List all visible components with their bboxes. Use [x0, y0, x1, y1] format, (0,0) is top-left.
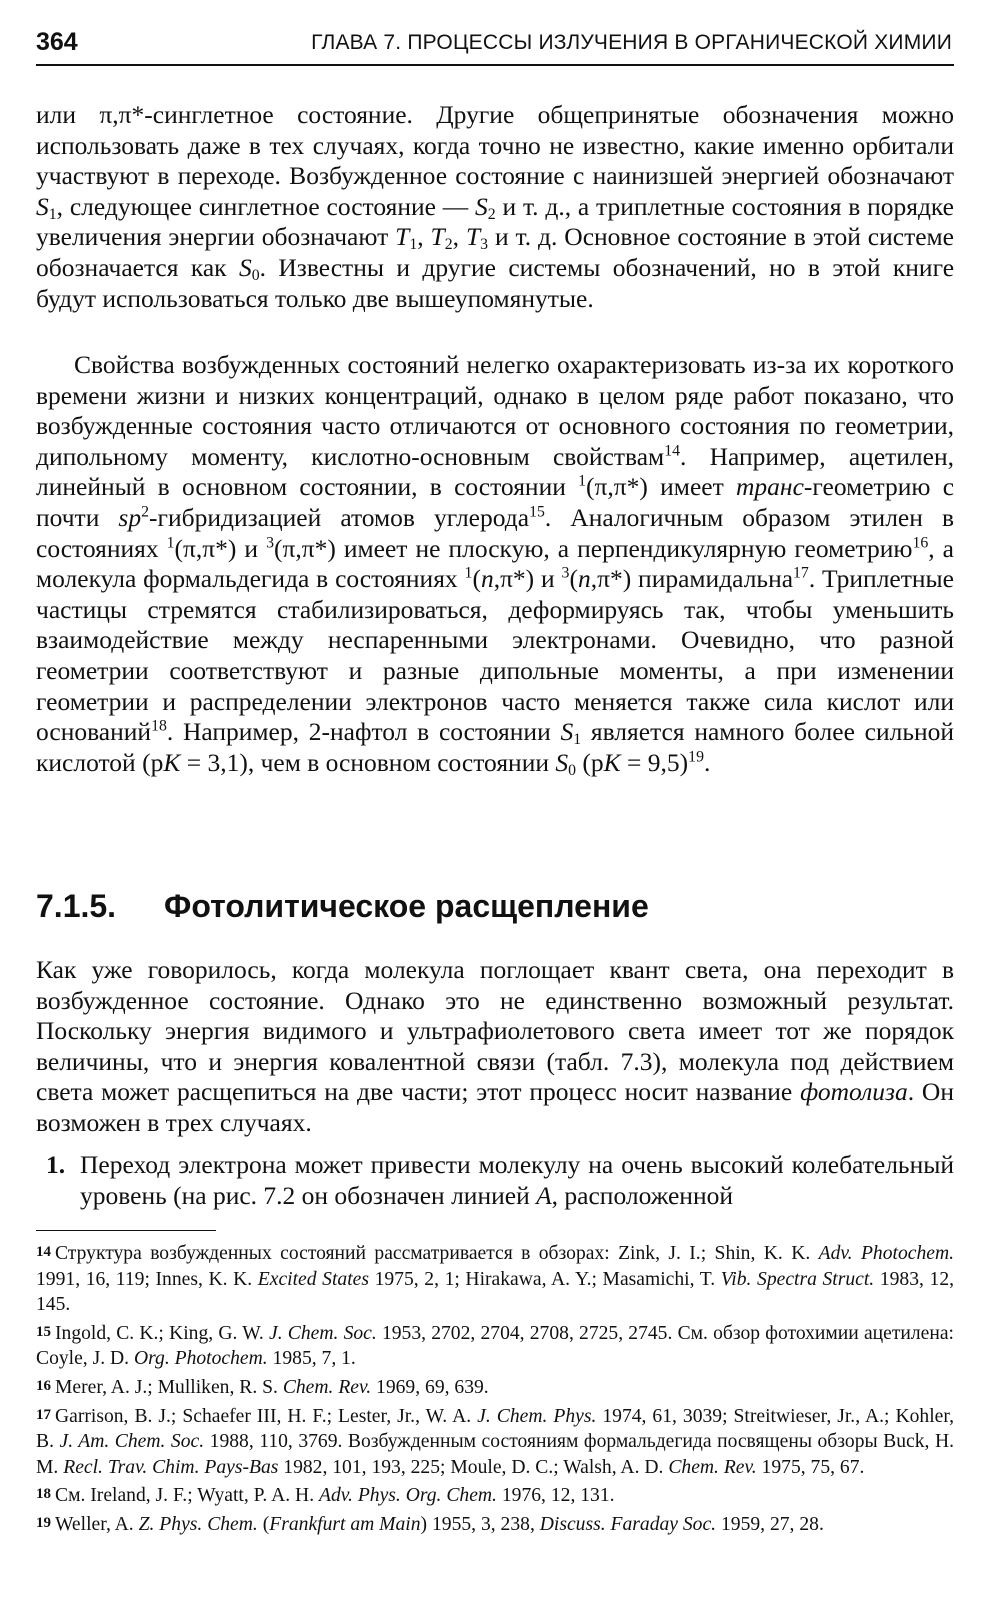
multiplicity-sup: 1 — [166, 534, 175, 552]
italic-term: n — [577, 564, 591, 594]
journal-title: Adv. Photochem. — [818, 1243, 954, 1264]
symbol-s: S — [475, 191, 488, 221]
text-run: ( — [472, 564, 481, 594]
superscript: 2 — [141, 503, 150, 521]
footnote-ref[interactable]: 14 — [664, 442, 680, 460]
text-run: . — [703, 747, 711, 777]
footnote-mark: 17 — [36, 1406, 51, 1423]
page-number: 364 — [36, 28, 78, 56]
text-run: 1969, 69, 639. — [371, 1376, 489, 1398]
text-run: Структура возбужденных состояний рассматривается в обзорах: Zink, J. I.; Shin, K. K. — [55, 1243, 819, 1264]
list-marker: 1. — [46, 1150, 66, 1179]
footnotes — [36, 1240, 954, 1540]
footnote-ref[interactable]: 19 — [688, 748, 704, 766]
journal-title: Adv. Phys. Org. Chem. — [319, 1485, 497, 1507]
section-heading — [36, 888, 649, 925]
symbol-t: T — [395, 222, 410, 252]
journal-title: Recl. Trav. Chim. Pays-Bas — [63, 1456, 279, 1478]
text-run: 1975, 75, 67. — [756, 1456, 865, 1478]
footnote-mark: 14 — [36, 1244, 51, 1260]
italic-term: транс — [736, 472, 804, 502]
text-run: 1974, 61, 3039; Streitwieser, Jr., A.; Kohler, B. — [36, 1405, 955, 1453]
text-run: и т. д., а триплетные состояния в порядке увеличения энергии обозначают — [36, 191, 954, 252]
text-run: ,π*) пирамидальна — [590, 564, 794, 594]
section-number: 7.1.5. — [36, 888, 117, 924]
text-run: . Он возможен в трех случаях. — [36, 1077, 954, 1137]
text-run: Merer, A. J.; Mulliken, R. S. — [55, 1376, 283, 1398]
text-run: . Например, ацетилен, линейный в основном состоянии, в состоянии — [36, 441, 954, 502]
text-run: 1988, 110, 3769. Возбужденным состояниям формальдегида посвящены обзоры Buck, H. M. — [36, 1431, 955, 1478]
text-run: -геометрию с почти — [36, 472, 955, 532]
text-run: 1991, 16, 119; Innes, K. K. — [36, 1268, 258, 1290]
text-run: , расположенной — [551, 1180, 733, 1210]
text-run: Ingold, C. K.; King, G. W. — [55, 1322, 269, 1344]
text-run: ,π*) и — [493, 564, 562, 594]
text-run: является намного более сильной кислотой (p — [36, 717, 955, 777]
text-run: , а молекула формальдегида в состояниях — [36, 533, 954, 594]
footnote-18 — [36, 1482, 954, 1509]
footnote-ref[interactable]: 15 — [529, 503, 545, 521]
symbol-s: S — [560, 717, 574, 747]
symbol-s: S — [555, 747, 569, 777]
footnote-divider — [36, 1230, 216, 1231]
page-header — [36, 26, 954, 66]
footnote-mark: 16 — [36, 1377, 51, 1394]
text-run: . Аналогичным образом этилен в состояниях — [36, 502, 954, 563]
subscript: 1 — [573, 731, 582, 749]
journal-title: Discuss. Faraday Soc. — [539, 1513, 717, 1535]
journal-title: Excited States — [257, 1268, 369, 1290]
paragraph-photolysis — [36, 955, 954, 1139]
subscript: 0 — [568, 761, 577, 779]
symbol-t: T — [430, 222, 445, 252]
footnote-ref[interactable]: 18 — [151, 717, 167, 735]
section-title: Фотолитическое расщепление — [164, 888, 649, 924]
italic-term: фотолиза — [800, 1077, 908, 1107]
text-run: 1953, 2702, 2704, 2708, 2725, 2745. См. обзор фотохимии ацетилена: Coyle, J. D. — [36, 1322, 954, 1370]
multiplicity-sup: 3 — [561, 564, 570, 582]
symbol-k: K — [163, 747, 181, 777]
text-run: . Известны и другие системы обозначений, но в этой книге будут использоваться только две вышеупомянутые. — [36, 252, 955, 313]
journal-title: J. Am. Chem. Soc. — [59, 1431, 205, 1453]
text-run: 1983, 12, 145. — [36, 1268, 955, 1316]
text-run: и т. д. Основное состояние в этой системе обозначается как — [36, 222, 954, 282]
journal-title: Z. Phys. Chem. — [138, 1513, 258, 1535]
text-run: = 3,1), чем в основном состоянии — [180, 747, 556, 777]
text-run: Garrison, B. J.; Schaefer III, H. F.; Lester, Jr., W. A. — [55, 1405, 478, 1427]
multiplicity-sup: 1 — [578, 472, 587, 490]
journal-title: Frankfurt am Main — [269, 1513, 421, 1535]
text-run: . Например, 2-нафтол в состоянии — [166, 717, 561, 747]
subscript: 0 — [251, 266, 260, 284]
italic-term: n — [480, 564, 494, 594]
multiplicity-sup: 3 — [266, 534, 274, 552]
footnote-ref[interactable]: 17 — [793, 564, 809, 582]
text-run: , — [417, 222, 431, 252]
text-run: 1985, 7, 1. — [267, 1348, 356, 1370]
list-item-text — [80, 1150, 954, 1211]
symbol-s: S — [36, 191, 49, 221]
journal-title: Org. Photochem. — [133, 1348, 268, 1370]
running-head: ГЛАВА 7. ПРОЦЕССЫ ИЗЛУЧЕНИЯ В ОРГАНИЧЕСКОЙ ХИМИИ — [311, 31, 952, 54]
footnote-14 — [36, 1240, 954, 1318]
text-run: Свойства возбужденных состояний нелегко охарактеризовать из-за их короткого времени жизни и низких концентраций, однако в целом ряде работ показано, что возбужденные состояния часто отличаются от основного состояния по геометрии, дипольному моменту, кислотно-основным свойствам — [36, 350, 954, 471]
text-run: ( — [257, 1513, 270, 1535]
subscript: 2 — [487, 205, 496, 223]
text-run: 1976, 12, 131. — [496, 1485, 615, 1507]
text-run: 1975, 2, 1; Hirakawa, A. Y.; Masamichi, T. — [368, 1268, 721, 1290]
multiplicity-sup: 1 — [464, 564, 473, 582]
subscript: 3 — [480, 236, 489, 254]
footnote-19 — [36, 1511, 954, 1538]
subscript: 2 — [444, 236, 453, 254]
text-run: (π,π*) имеет — [586, 472, 736, 502]
symbol-k: K — [603, 747, 621, 777]
text-run: См. Ireland, J. F.; Wyatt, P. A. H. — [55, 1485, 320, 1507]
text-run: . Триплетные частицы стремятся стабилизироваться, деформируясь так, чтобы уменьшить взаимодействие между неспаренными электронами. Очевидно, что разной геометрии соответствуют и разные дипольные моменты, а при изменении геометрии и распределении электронов часто меняется также сила кислот или оснований — [36, 564, 954, 747]
journal-title: J. Chem. Phys. — [477, 1405, 597, 1427]
text-run: 1959, 27, 28. — [716, 1513, 824, 1535]
footnote-mark: 18 — [36, 1486, 51, 1503]
journal-title: J. Chem. Soc. — [269, 1322, 377, 1344]
italic-term: sp — [118, 502, 142, 532]
symbol-t: T — [465, 222, 481, 252]
text-run: Weller, A. — [55, 1513, 139, 1535]
journal-title: Chem. Rev. — [668, 1456, 757, 1478]
text-run: ( — [569, 564, 578, 594]
text-run: Переход электрона может привести молекулу на очень высокий колебательный уровень (на рис. 7.2 он обозначен линией — [80, 1150, 954, 1210]
text-run: или π,π*-синглетное состояние. Другие общепринятые обозначения можно использовать даже в тех случаях, когда точно не известно, какие именно орбитали участвуют в переходе. Возбужденное состояние с наинизшей энергией обозначают — [36, 100, 954, 191]
footnote-17 — [36, 1403, 954, 1481]
text-run: (π,π*) имеет не плоскую, а перпендикулярную геометрию — [274, 533, 913, 563]
list-item — [36, 1150, 954, 1211]
text-run: Как уже говорилось, когда молекула поглощает квант света, она переходит в возбужденное состояние. Однако это не единственно возможный результат. Поскольку энергия видимого и ультрафиолетового света имеет тот же порядок величины, что и энергия ковалентной связи (табл. 7.3), молекула под действием света может расщепиться на две части; этот процесс носит название — [36, 955, 954, 1107]
text-run: (π,π*) и — [174, 533, 267, 563]
footnote-ref[interactable]: 16 — [912, 534, 929, 552]
footnote-16 — [36, 1374, 954, 1401]
journal-title: Vib. Spectra Struct. — [720, 1268, 875, 1290]
text-run: , следующее синглетное состояние — — [56, 191, 476, 221]
footnote-mark: 19 — [36, 1514, 51, 1531]
text-run: ) 1955, 3, 238, — [420, 1513, 540, 1535]
text-run: = 9,5) — [620, 747, 689, 777]
footnote-mark: 15 — [36, 1323, 51, 1340]
text-run: (p — [576, 747, 604, 777]
paragraph-notation — [36, 100, 954, 314]
journal-title: Chem. Rev. — [282, 1376, 372, 1398]
text-run: 1982, 101, 193, 225; Moule, D. C.; Walsh, A. D. — [278, 1456, 669, 1478]
paragraph-excited-states — [36, 350, 954, 778]
symbol-a: A — [536, 1180, 552, 1210]
footnote-15 — [36, 1320, 954, 1372]
symbol-s: S — [238, 252, 252, 282]
subscript: 1 — [48, 205, 57, 223]
subscript: 1 — [409, 236, 418, 254]
text-run: , — [452, 222, 466, 252]
text-run: -гибридизацией атомов углерода — [149, 502, 530, 532]
